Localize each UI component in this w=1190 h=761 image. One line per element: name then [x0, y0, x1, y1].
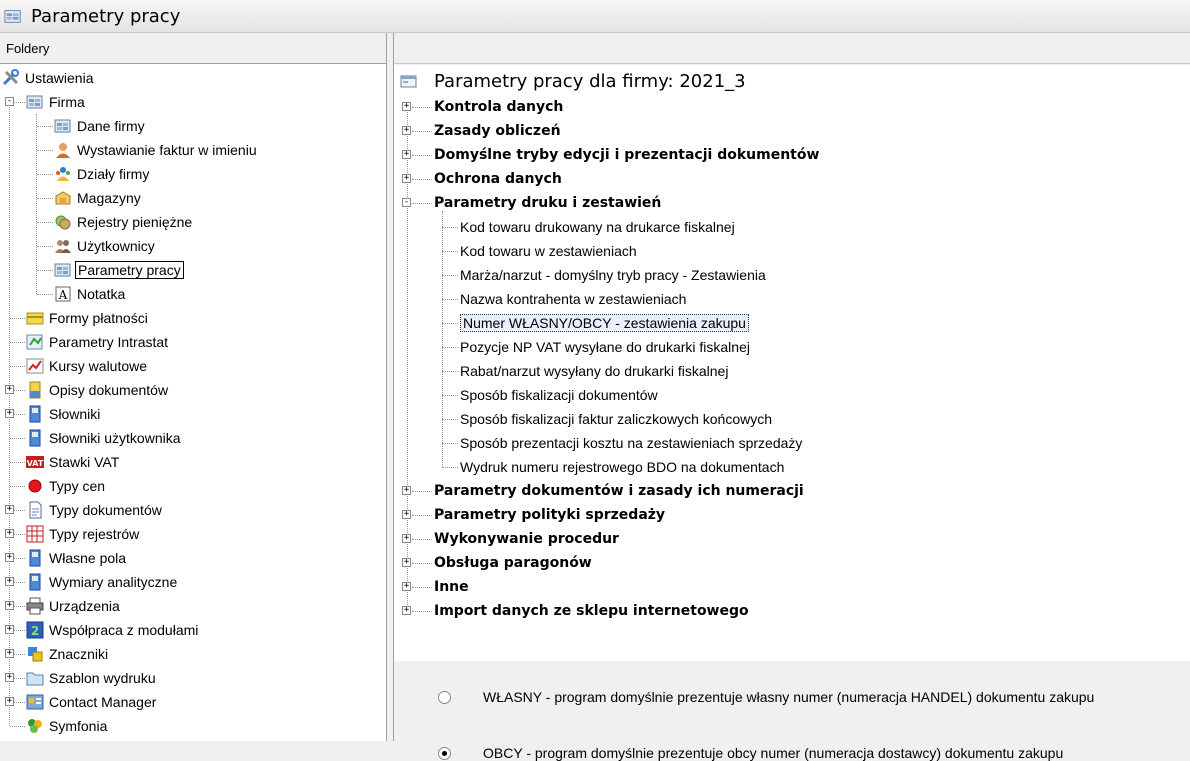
- document-types-icon: [26, 501, 44, 519]
- tree-item-label: Typy rejestrów: [49, 526, 140, 542]
- expand-icon[interactable]: +: [6, 528, 13, 538]
- tree-item-label: Dane firmy: [77, 118, 145, 134]
- tree-item-label: Słowniki użytkownika: [49, 430, 181, 446]
- expand-icon[interactable]: +: [6, 624, 13, 634]
- expand-icon[interactable]: +: [403, 101, 410, 111]
- vat-icon: [26, 453, 44, 471]
- expand-icon[interactable]: +: [403, 485, 410, 495]
- tree-item-label: Słowniki: [49, 406, 101, 422]
- collapse-icon[interactable]: -: [403, 197, 410, 207]
- tree-item-label: Notatka: [77, 286, 126, 302]
- window-title: Parametry pracy: [31, 5, 181, 27]
- tree-item-label: Opisy dokumentów: [49, 382, 169, 398]
- option-obcy-label: OBCY - program domyślnie prezentuje obcy numer (numeracja dostawcy) dokumentu zakupu: [483, 745, 1064, 761]
- expand-icon[interactable]: +: [403, 125, 410, 135]
- expand-icon[interactable]: +: [6, 384, 13, 394]
- group-obsluga-paragonow[interactable]: [434, 551, 592, 575]
- group-label: Kontrola danych: [434, 99, 564, 115]
- param-wydruk-numeru-rejestrowego-bdo-na-dokumentach[interactable]: [460, 455, 784, 479]
- param-label: Pozycje NP VAT wysyłane do drukarki fiskalnej: [460, 339, 750, 355]
- tree-item-label: Formy płatności: [49, 310, 148, 326]
- document-descriptions-icon: [26, 381, 44, 399]
- company-data-icon: [54, 117, 72, 135]
- tree-item-label: Wymiary analityczne: [49, 574, 178, 590]
- param-label: Numer WŁASNY/OBCY - zestawienia zakupu: [460, 314, 749, 332]
- group-kontrola-danych[interactable]: [434, 95, 563, 119]
- tree-item-label: Ustawienia: [25, 70, 94, 86]
- tree-item-wystawianie-faktur-w-imieniu[interactable]: [54, 138, 259, 162]
- tree-item-uzytkownicy[interactable]: [54, 234, 157, 258]
- tree-item-typy-dokumentow[interactable]: [26, 498, 164, 522]
- tree-item-dane-firmy[interactable]: [54, 114, 147, 138]
- param-label: Nazwa kontrahenta w zestawieniach: [460, 291, 687, 307]
- svg-text:VAT: VAT: [26, 459, 44, 468]
- note-icon: [54, 285, 72, 303]
- group-wykonywanie-procedur[interactable]: [434, 527, 619, 551]
- departments-icon: [54, 165, 72, 183]
- tree-item-znaczniki[interactable]: [26, 642, 110, 666]
- param-pozycje-np-vat-wysylane-do-drukarki-fiskalnej[interactable]: [460, 335, 750, 359]
- expand-icon[interactable]: +: [6, 696, 13, 706]
- tree-item-wlasne-pola[interactable]: [26, 546, 128, 570]
- tree-item-label: Parametry Intrastat: [49, 334, 169, 350]
- param-label: Wydruk numeru rejestrowego BDO na dokumentach: [460, 459, 785, 475]
- tree-item-label: Rejestry pieniężne: [77, 214, 193, 230]
- tree-item-label: Typy cen: [49, 478, 106, 494]
- tree-item-symfonia[interactable]: [26, 714, 109, 738]
- tree-item-stawki-vat[interactable]: [26, 450, 121, 474]
- option-wlasny[interactable]: [438, 689, 1094, 705]
- tree-item-label: Contact Manager: [49, 694, 157, 710]
- payment-forms-icon: [26, 309, 44, 327]
- radio-wlasny[interactable]: [438, 691, 451, 704]
- tree-item-parametry-pracy[interactable]: [54, 258, 184, 282]
- analytic-dimensions-icon: [26, 573, 44, 591]
- group-label: Import danych ze sklepu internetowego: [434, 603, 749, 619]
- contact-manager-icon: [26, 693, 44, 711]
- param-sposob-fiskalizacji-faktur-zaliczkowych-koncowych[interactable]: [460, 407, 772, 431]
- expand-icon[interactable]: +: [6, 672, 13, 682]
- group-zasady-obliczen[interactable]: [434, 119, 561, 143]
- markers-icon: [26, 645, 44, 663]
- expand-icon[interactable]: +: [403, 557, 410, 567]
- group-parametry-dokumentow-i-zasady-ich-numeracji[interactable]: [434, 479, 804, 503]
- symfonia-icon: [26, 717, 44, 735]
- collapse-icon[interactable]: -: [6, 96, 13, 106]
- param-label: Sposób prezentacji kosztu na zestawieniach sprzedaży: [460, 435, 803, 451]
- option-wlasny-label: WŁASNY - program domyślnie prezentuje własny numer (numeracja HANDEL) dokumentu zakupu: [483, 689, 1095, 705]
- group-label: Zasady obliczeń: [434, 123, 561, 139]
- tree-item-typy-rejestrow[interactable]: [26, 522, 141, 546]
- param-sposob-prezentacji-kosztu-na-zestawieniach-sprzedazy[interactable]: [460, 431, 802, 455]
- tree-item-label: Znaczniki: [49, 646, 109, 662]
- expand-icon[interactable]: +: [403, 149, 410, 159]
- params-window-icon: [400, 75, 418, 89]
- tree-item-slowniki-uzytkownika[interactable]: [26, 426, 183, 450]
- tree-item-label: Kursy walutowe: [49, 358, 148, 374]
- expand-icon[interactable]: +: [6, 552, 13, 562]
- tree-item-label: Stawki VAT: [49, 454, 120, 470]
- tree-item-ustawienia[interactable]: [2, 66, 95, 90]
- tree-item-slowniki[interactable]: [26, 402, 102, 426]
- money-registers-icon: [54, 213, 72, 231]
- params-tree: [394, 65, 1190, 661]
- company-icon: [26, 93, 44, 111]
- param-kod-towaru-drukowany-na-drukarce-fiskalnej[interactable]: [460, 215, 735, 239]
- param-rabat-narzut-wysylany-do-drukarki-fiskalnej[interactable]: [460, 359, 728, 383]
- person-icon: [54, 141, 72, 159]
- group-label: Ochrona danych: [434, 171, 562, 187]
- tree-item-label: Symfonia: [49, 718, 108, 734]
- param-kod-towaru-w-zestawieniach[interactable]: [460, 239, 637, 263]
- folders-tree: [0, 64, 386, 741]
- tree-item-kursy-walutowe[interactable]: [26, 354, 149, 378]
- expand-icon[interactable]: +: [6, 600, 13, 610]
- tree-item-rejestry-pieniezne[interactable]: [54, 210, 194, 234]
- printer-icon: [26, 597, 44, 615]
- user-dictionary-icon: [26, 429, 44, 447]
- group-ochrona-danych[interactable]: [434, 167, 562, 191]
- expand-icon[interactable]: +: [6, 408, 13, 418]
- tree-item-label: Typy dokumentów: [49, 502, 162, 518]
- option-panel: [394, 661, 1190, 761]
- tree-item-label: Magazyny: [77, 190, 141, 206]
- tree-item-label: Współpraca z modułami: [49, 622, 199, 638]
- param-label: Marża/narzut - domyślny tryb pracy - Zestawienia: [460, 267, 766, 283]
- param-label: Kod towaru w zestawieniach: [460, 243, 637, 259]
- group-label: Parametry dokumentów i zasady ich numeracji: [434, 483, 804, 499]
- group-label: Parametry polityki sprzedaży: [434, 507, 666, 523]
- tree-item-formy-platnosci[interactable]: [26, 306, 150, 330]
- tree-item-label: Parametry pracy: [75, 261, 184, 279]
- tree-item-notatka[interactable]: [54, 282, 127, 306]
- params-title-row: [400, 71, 746, 92]
- group-domyslne-tryby-edycji-i-prezentacji-dokumentow[interactable]: [434, 143, 819, 167]
- work-params-icon: [54, 261, 72, 279]
- param-sposob-fiskalizacji-dokumentow[interactable]: [460, 383, 658, 407]
- tree-item-dzialy-firmy[interactable]: [54, 162, 151, 186]
- tree-item-typy-cen[interactable]: [26, 474, 107, 498]
- expand-icon[interactable]: +: [403, 533, 410, 543]
- dictionary-icon: [26, 405, 44, 423]
- group-label: Inne: [434, 579, 469, 595]
- svg-text:A: A: [58, 288, 68, 302]
- tree-item-parametry-intrastat[interactable]: [26, 330, 170, 354]
- tree-item-contact-manager[interactable]: [26, 690, 158, 714]
- group-parametry-druku-i-zestawien[interactable]: [434, 191, 661, 215]
- tree-item-label: Użytkownicy: [77, 238, 155, 254]
- tree-item-firma[interactable]: [26, 90, 87, 114]
- warehouse-icon: [54, 189, 72, 207]
- register-types-icon: [26, 525, 44, 543]
- params-panel: [394, 33, 1190, 761]
- currency-chart-icon: [26, 357, 44, 375]
- work-params-icon: [4, 7, 22, 25]
- tree-item-urzadzenia[interactable]: [26, 594, 122, 618]
- group-parametry-polityki-sprzedazy[interactable]: [434, 503, 665, 527]
- tree-item-opisy-dokumentow[interactable]: [26, 378, 170, 402]
- radio-obcy[interactable]: [438, 747, 451, 760]
- tree-item-label: Działy firmy: [77, 166, 150, 182]
- group-import-danych-ze-sklepu-internetowego[interactable]: [434, 599, 749, 623]
- group-inne[interactable]: [434, 575, 469, 599]
- param-label: Sposób fiskalizacji faktur zaliczkowych końcowych: [460, 411, 773, 427]
- svg-text:2: 2: [30, 624, 40, 638]
- tools-icon: [2, 69, 20, 87]
- tree-item-label: Wystawianie faktur w imieniu: [77, 142, 257, 158]
- intrastat-icon: [26, 333, 44, 351]
- param-label: Kod towaru drukowany na drukarce fiskalnej: [460, 219, 735, 235]
- tree-item-wymiary-analityczne[interactable]: [26, 570, 179, 594]
- group-label: Wykonywanie procedur: [434, 531, 619, 547]
- window-titlebar: [0, 0, 1190, 33]
- custom-fields-icon: [26, 549, 44, 567]
- param-nazwa-kontrahenta-w-zestawieniach[interactable]: [460, 287, 686, 311]
- param-label: Rabat/narzut wysyłany do drukarki fiskalnej: [460, 363, 729, 379]
- param-numer-wlasny-obcy-zestawienia-zakupu[interactable]: [460, 311, 749, 335]
- red-dot-icon: [26, 477, 44, 495]
- param-label: Sposób fiskalizacji dokumentów: [460, 387, 658, 403]
- params-title: Parametry pracy dla firmy: 2021_3: [434, 71, 746, 92]
- folders-header: Foldery: [0, 33, 386, 64]
- expand-icon[interactable]: +: [6, 648, 13, 658]
- group-label: Parametry druku i zestawień: [434, 195, 662, 211]
- expand-icon[interactable]: +: [403, 605, 410, 615]
- group-label: Domyślne tryby edycji i prezentacji dokumentów: [434, 147, 820, 163]
- users-icon: [54, 237, 72, 255]
- option-obcy[interactable]: [438, 745, 1063, 761]
- expand-icon[interactable]: +: [403, 509, 410, 519]
- param-marza-narzut-domyslny-tryb-pracy-zestawienia[interactable]: [460, 263, 766, 287]
- expand-icon[interactable]: +: [403, 581, 410, 591]
- tree-item-label: Szablon wydruku: [49, 670, 156, 686]
- tree-item-wspolpraca-z-modulami[interactable]: [26, 618, 200, 642]
- tree-item-label: Urządzenia: [49, 598, 120, 614]
- expand-icon[interactable]: +: [403, 173, 410, 183]
- folders-panel: [0, 33, 386, 741]
- panel-splitter[interactable]: [386, 33, 394, 741]
- expand-icon[interactable]: +: [6, 504, 13, 514]
- tree-item-szablon-wydruku[interactable]: [26, 666, 158, 690]
- tree-item-magazyny[interactable]: [54, 186, 143, 210]
- folder-icon: [26, 669, 44, 687]
- modules-icon: [26, 621, 44, 639]
- tree-item-label: Firma: [49, 94, 85, 110]
- params-header: [394, 33, 1190, 64]
- expand-icon[interactable]: +: [6, 576, 13, 586]
- tree-item-label: Własne pola: [49, 550, 127, 566]
- group-label: Obsługa paragonów: [434, 555, 592, 571]
